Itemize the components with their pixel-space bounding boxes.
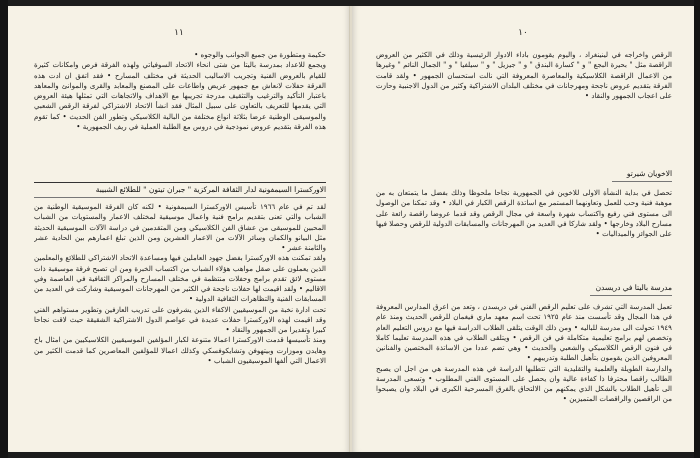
right-heading-1-rule bbox=[612, 181, 672, 182]
right-heading-2-rule bbox=[590, 295, 672, 296]
left-paragraph-2-c: تحت ادارة نخبة من الموسيقيين الاكفاء الذين يشرفون على تدريب العازفين وتطوير مستواهم الفني وقد اقيمت لهذه الاوركسترا حفلات عديدة في عواصم الدول الاشتراكية الشقيقة حيث لاقت نجاحا كبيرا وتقديرا من الجمهور والنقاد • bbox=[34, 304, 326, 334]
left-heading-rule-bottom bbox=[34, 197, 326, 198]
right-heading-1: الاخويان شيرتو bbox=[626, 169, 672, 178]
left-section-heading: الاوركسترا السيمفونية لدار الثقافة المركزية " جبران تيتون " للطلائع الشبيبة bbox=[95, 185, 326, 194]
left-paragraph-2-a: لقد تم في عام ١٩٦٦ تأسيس الاوركسترا السيمفونية • لكنه كان الفرقة الموسيقية الوطنية من الشباب والتي تعنى بتقديم برامج فنية واعمال موسيقية لمختلف الاعمار والمستويات من الشباب المحبين للموسيقى من عشاق الفن الكلاسيكي ومن المتقدمين في دراسة الآلات الموسيقية الحديثة مثل البيانو والكمان وسائر الآلات من الاعمار العشرين ومن الذين تبلغ اعمارهم بين الحادية عشر والثامنة عشر • bbox=[34, 202, 326, 252]
right-page bbox=[352, 6, 694, 452]
right-paragraph-3-b: والدارسة الطويلة والعلمية والتقليدية التي تتطلبها الدراسة في هذه المدرسة هي من اجل ان يصبح الطالب راقصا محترفا ذا كفاءة عالية وان يحصل على المستوى الفني المطلوب • وتسعى المدرسة الى تأهيل الطلاب بالشكل الذي يمكنهم من الالتحاق بالفرق المسرحية الكبرى في البلاد وان يصبحوا من الراقصين والراقصات المتميزين • bbox=[376, 363, 672, 404]
left-paragraph-1-line-a: حكيمة ومتطورة من جميع الجوانب والوجوه • bbox=[194, 50, 326, 59]
left-page-number: ١١ bbox=[174, 28, 184, 38]
right-heading-2: مدرسة باليتا في دريسدن bbox=[595, 283, 672, 292]
left-paragraph-2-d: ومنذ تأسيسها قدمت الاوركسترا اعمالا متنوعة لكبار المؤلفين الموسيقيين الكلاسيكيين من امثال باخ وهايدن وموزارت وبيتهوفن وتشايكوفسكي وكذلك اعمالا للمؤلفين المعاصرين كما قدمت الكثير من الاعمال التي ألفها الموسيقيون الشباب • bbox=[34, 335, 326, 365]
right-paragraph-1 bbox=[376, 50, 672, 162]
right-paragraph-2 bbox=[376, 188, 672, 272]
left-heading-rule-top bbox=[34, 182, 326, 183]
right-paragraph-1-body: الرقص واخراجه في لينينغراد ، واليوم يقومون باداء الادوار الرئيسية وذلك في الكثير من العروض الراقصة مثل " بحيرة البجع " و " كسارة البندق " و " جيزيل " و " سيلفيا " و " الجمال النائم " وغيرها من الاعمال الراقصة الكلاسيكية والمعاصرة المعروفة التي نالت استحسان الجمهور • ولقد قامت الفرقة بتقديم عروض ناجحة ومهرجانات في مختلف البلدان الاشتراكية وكثير من الدول الاجنبية وحازت على اعجاب الجمهور والنقاد • bbox=[376, 50, 672, 100]
right-paragraph-3-a: تعمل المدرسة التي تشرف على تعليم الرقص الفني في دريسدن ، وتعد من اعرق المدارس المعروفة في هذا المجال وقد تأسست منذ عام ١٩٢٥ تحت اسم معهد ماري فيغمان للرقص الحديث ومنذ عام ١٩٤٩ تحولت الى مدرسة للباليه • ومن ذلك الوقت يتلقى الطلاب الدراسة فيها مع دروس التعليم العام وتخصص لهم برامج تعليمية متكاملة في فن الرقص • ويتلقى الطلاب في هذه المدرسة تعليما كاملا في فنون الرقص الكلاسيكي والشعبي والحديث • وهي تضم عددا من الاساتذة المختصين والفنانين المعروفين الذين يقومون بتأهيل الطلبة وتدريبهم • bbox=[376, 302, 672, 363]
scanner-edge-right bbox=[694, 0, 700, 458]
right-paragraph-2-body: تحصل في بداية النشأة الاولى للاخوين في الجمهورية نجاحا ملحوظا وذلك بفضل ما يتمتعان به من موهبة فنية وحب للعمل وتعاونهما المستمر مع اساتذة الرقص الكبار في البلاد • وقد تمكنا من الوصول الى مستوى فني رفيع واكتساب شهرة واسعة في مجال الرقص وقد قدما عروضا راقصة رائعة على مسارح البلاد وخارجها • ولقد شاركا في العديد من المهرجانات والمسابقات الدولية للرقص وحصلا فيها على الجوائز والميداليات • bbox=[376, 188, 672, 238]
left-page bbox=[8, 6, 350, 452]
left-paragraph-1 bbox=[34, 50, 326, 176]
right-page-number: ١٠ bbox=[518, 28, 528, 38]
left-paragraph-2-b: ولقد تمكنت هذه الاوركسترا بفضل جهود العاملين فيها ومساعدة الاتحاد الاشتراكي للطلائع والمعلمين الذين يعملون على صقل مواهب هؤلاء الشباب من اكتساب الخبرة ومن ان تصبح فرقة موسيقية ذات مستوى لائق تقدم برامج وحفلات منتظمة في مختلف المسارح والمراكز الثقافية في العاصمة وفي الاقاليم • ولقد اقيمت لها حفلات ناجحة في الكثير من المهرجانات الموسيقية وشاركت في العديد من المسابقات الفنية والتظاهرات الثقافية الدولية • bbox=[34, 253, 326, 304]
scanner-edge-left bbox=[0, 0, 8, 458]
left-paragraph-1-body: ويجمع للاعداد بمدرسة باليتا من شتى انحاء الاتحاد السوفياتي ولهذه الفرقة فرص وامكانات كثيرة للقيام بالعروض الفنية وتجريب الاساليب الحديثة في مختلف المسارح • فقد اتفق ان ادت هذه الفرقة حفلات لانعاش مع جمهور عريض واطاعات على المصنع والمعابد والقرى والموانئ والمعاهد باعتبار التأكيد والترغيب والتثقيف مدرجة تجريبها مع الاهداف والاتجاهات التي تمثلها هيئة العروض التي يقدمها للتعريف بالتعاون على سبيل المثال فقد انشأ الاتحاد الاشتراكي لفرقة الرقص الشعبي والموسيقى الوطنية عرضا بثلاثة انواع مختلفة من البالية الكلاسيكي وتطور الفن الحديث • كما تقوم هذه الفرقة بتقديم عروض نموذجية في دروس مع الطلبة العملية في ريف الجمهورية • bbox=[34, 60, 326, 131]
left-paragraph-2 bbox=[34, 202, 326, 438]
right-paragraph-3 bbox=[376, 302, 672, 440]
